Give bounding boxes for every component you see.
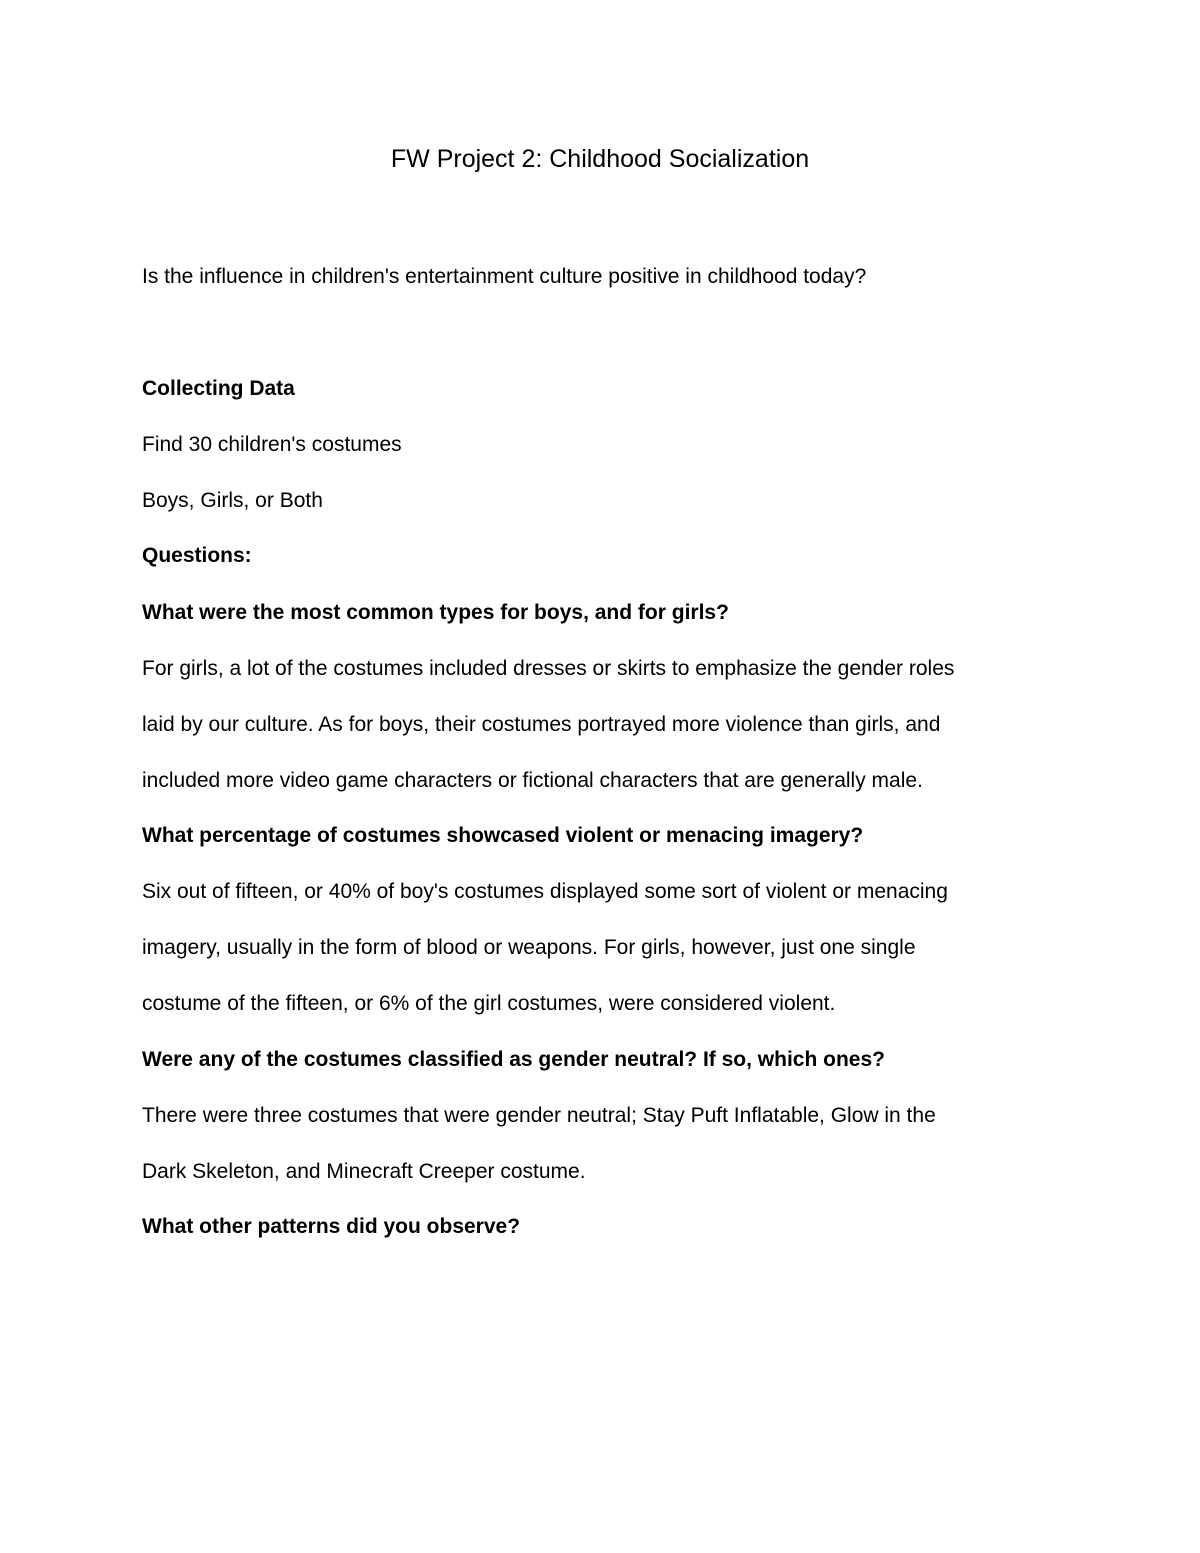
question-2: What percentage of costumes showcased violent or menacing imagery? — [142, 824, 864, 847]
document-title: FW Project 2: Childhood Socialization — [390, 145, 810, 173]
question-4: What other patterns did you observe? — [142, 1215, 521, 1238]
section-heading-collecting-data: Collecting Data — [142, 377, 295, 400]
task-line-categories: Boys, Girls, or Both — [142, 489, 323, 512]
answer-3-line-2: Dark Skeleton, and Minecraft Creeper costume. — [142, 1160, 586, 1183]
answer-2-line-2: imagery, usually in the form of blood or weapons. For girls, however, just one single — [142, 936, 916, 959]
answer-3-line-1: There were three costumes that were gender neutral; Stay Puft Inflatable, Glow in the — [142, 1104, 936, 1127]
answer-1-line-1: For girls, a lot of the costumes included dresses or skirts to emphasize the gender roles — [142, 657, 955, 680]
question-3: Were any of the costumes classified as gender neutral? If so, which ones? — [142, 1048, 885, 1071]
answer-2-line-1: Six out of fifteen, or 40% of boy's costumes displayed some sort of violent or menacing — [142, 880, 948, 903]
task-line-costumes: Find 30 children's costumes — [142, 433, 402, 456]
answer-2-line-3: costume of the fifteen, or 6% of the girl costumes, were considered violent. — [142, 992, 836, 1015]
questions-heading: Questions: — [142, 544, 252, 567]
answer-1-line-3: included more video game characters or fictional characters that are generally male. — [142, 769, 923, 792]
research-question: Is the influence in children's entertainment culture positive in childhood today? — [142, 265, 867, 288]
answer-1-line-2: laid by our culture. As for boys, their costumes portrayed more violence than girls, and — [142, 713, 941, 736]
question-1: What were the most common types for boys, and for girls? — [142, 601, 729, 624]
